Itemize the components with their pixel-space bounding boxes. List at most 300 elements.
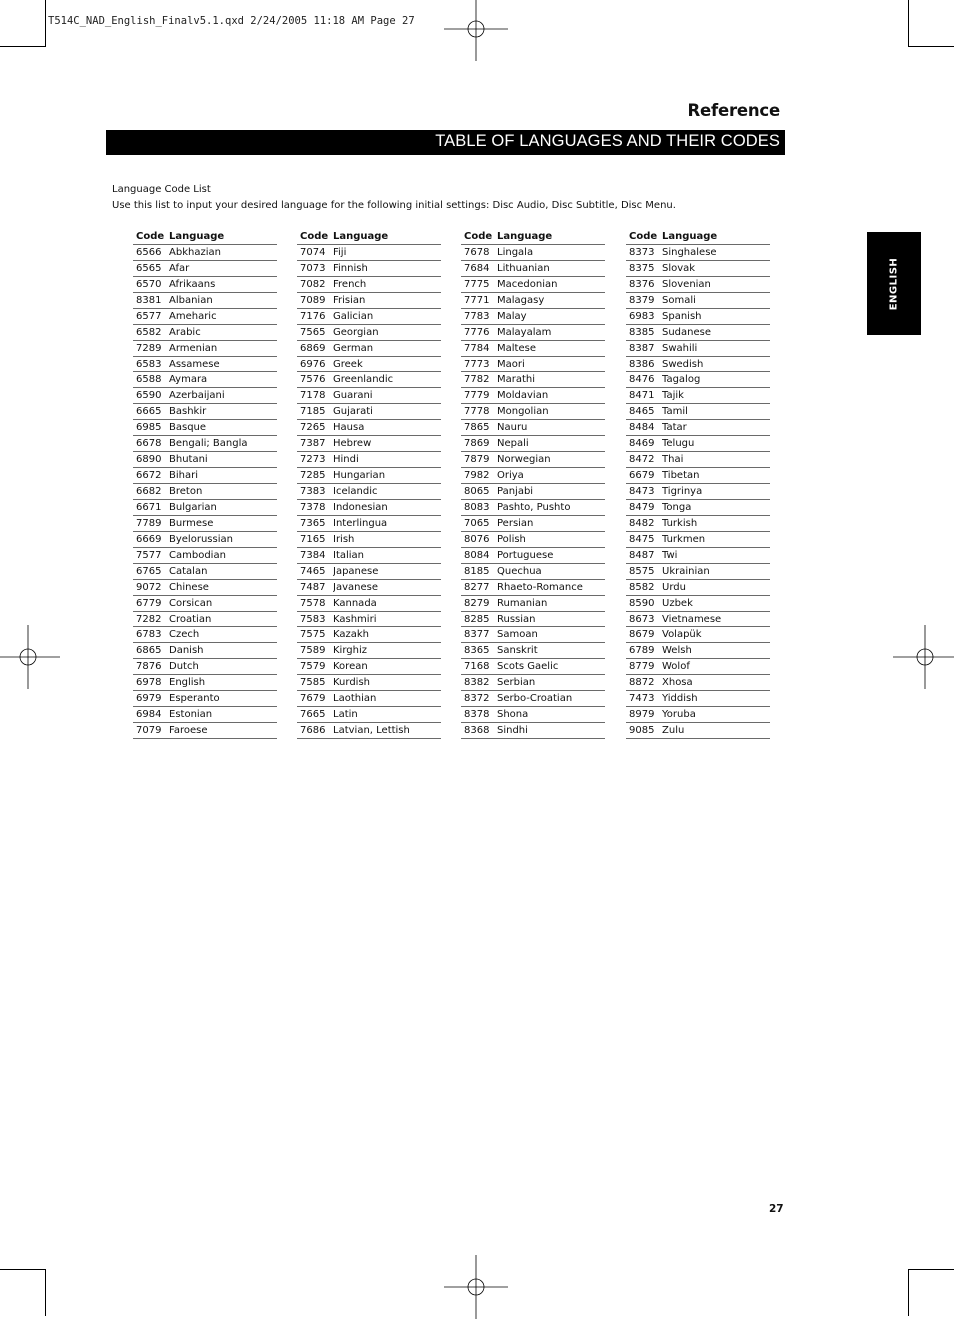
language-code: 8673 (629, 613, 655, 625)
table-row (133, 341, 277, 357)
table-row (626, 564, 770, 580)
language-name: Marathi (497, 374, 536, 386)
language-code: 6682 (136, 486, 162, 497)
table-row (461, 293, 605, 309)
table-row (461, 627, 605, 643)
language-name: Tagalog (662, 374, 701, 386)
language-name: Georgian (333, 326, 379, 338)
table-row (461, 309, 605, 325)
table-row (297, 293, 441, 309)
table-row (461, 532, 605, 548)
language-name: Malayalam (497, 326, 552, 338)
table-row (626, 277, 770, 293)
table-row (133, 643, 277, 659)
table-row (297, 675, 441, 691)
language-name: Hungarian (333, 470, 386, 482)
table-row (461, 659, 605, 675)
language-code: 7678 (464, 246, 490, 258)
language-name: Danish (169, 645, 204, 657)
table-row (626, 245, 770, 261)
language-name: Sanskrit (497, 645, 538, 657)
intro-heading: Language Code List (112, 184, 211, 195)
table-row (297, 341, 441, 357)
language-code: 7285 (300, 470, 326, 482)
language-name: Sindhi (497, 725, 528, 737)
language-name: Vietnamese (662, 613, 722, 625)
language-code: 7783 (464, 310, 490, 322)
language-header: Language (497, 231, 553, 242)
language-name: Serbo-Croatian (497, 693, 573, 705)
language-code: 6979 (136, 693, 162, 705)
language-name: Assamese (169, 358, 220, 370)
language-name: Tibetan (662, 470, 700, 482)
language-code: 8590 (629, 597, 655, 609)
language-name: Malagasy (497, 294, 545, 306)
language-name: Kazakh (333, 629, 370, 641)
language-name: Singhalese (662, 246, 717, 258)
language-code: 8679 (629, 629, 655, 641)
language-name: Persian (497, 517, 534, 529)
language-code: 8475 (629, 533, 655, 545)
language-name: Swedish (662, 358, 704, 370)
language-code: 7168 (464, 661, 490, 673)
language-code: 7185 (300, 406, 326, 418)
table-row (133, 277, 277, 293)
language-name: Italian (333, 549, 365, 561)
language-code: 6582 (136, 326, 162, 338)
table-row (297, 643, 441, 659)
language-header: Language (333, 231, 389, 242)
language-name: Russian (497, 613, 536, 625)
table-row (626, 468, 770, 484)
language-name: Tamil (662, 406, 688, 418)
language-code: 8476 (629, 374, 655, 386)
table-row (133, 564, 277, 580)
language-name: Croatian (169, 613, 212, 625)
language-name: Azerbaijani (169, 390, 225, 402)
language-code: 6978 (136, 677, 162, 689)
table-row (626, 420, 770, 436)
language-code: 8076 (464, 533, 490, 545)
language-code: 7575 (300, 629, 326, 641)
table-row (297, 612, 441, 628)
table-row (461, 580, 605, 596)
language-name: Uzbek (662, 597, 693, 609)
table-row (626, 372, 770, 388)
table-row (297, 548, 441, 564)
table-row (133, 420, 277, 436)
table-row (133, 500, 277, 516)
language-name: Telugu (662, 438, 695, 450)
language-name: Zulu (662, 725, 685, 737)
language-code: 8381 (136, 294, 162, 306)
language-code: 7773 (464, 358, 490, 370)
language-name: Galician (333, 310, 374, 322)
language-code: 8372 (464, 693, 490, 705)
table-row (297, 532, 441, 548)
table-header (133, 229, 277, 245)
table-row (461, 261, 605, 277)
language-code: 7176 (300, 310, 326, 322)
language-code: 7578 (300, 597, 326, 609)
language-code: 8387 (629, 342, 655, 354)
language-code: 8473 (629, 486, 655, 497)
language-name: Malay (497, 310, 527, 322)
table-row (626, 357, 770, 373)
language-name: Oriya (497, 470, 524, 482)
language-code: 8376 (629, 278, 655, 290)
language-code: 6678 (136, 438, 162, 450)
language-code: 7265 (300, 422, 326, 434)
language-code: 8385 (629, 326, 655, 338)
code-header: Code (136, 231, 165, 242)
table-row (461, 357, 605, 373)
table-row (297, 309, 441, 325)
table-row (461, 484, 605, 500)
language-code: 6984 (136, 709, 162, 721)
table-row (133, 675, 277, 691)
language-code: 8582 (629, 581, 655, 593)
table-row (461, 452, 605, 468)
language-code: 7473 (629, 693, 655, 705)
table-row (626, 293, 770, 309)
table-row (133, 723, 277, 739)
table-rows (626, 245, 770, 739)
table-row (133, 627, 277, 643)
table-row (133, 293, 277, 309)
language-name: Tajik (662, 390, 684, 402)
table-row (133, 612, 277, 628)
language-code: 7079 (136, 725, 162, 737)
language-code: 9085 (629, 725, 655, 737)
language-name: Finnish (333, 262, 368, 274)
table-row (461, 420, 605, 436)
language-name: Serbian (497, 677, 536, 689)
table-row (297, 596, 441, 612)
language-code: 7178 (300, 390, 326, 402)
table-row (297, 484, 441, 500)
table-row (297, 420, 441, 436)
language-code: 7589 (300, 645, 326, 657)
language-name: Czech (169, 629, 200, 641)
language-code: 7686 (300, 725, 326, 737)
table-row (133, 516, 277, 532)
language-code: 7576 (300, 374, 326, 386)
language-code: 7073 (300, 262, 326, 274)
table-row (297, 452, 441, 468)
language-code: 7776 (464, 326, 490, 338)
language-code: 8277 (464, 581, 490, 593)
table-row (297, 564, 441, 580)
language-code: 7789 (136, 517, 162, 529)
language-code: 7465 (300, 565, 326, 577)
table-row (626, 691, 770, 707)
language-name: Fiji (333, 246, 347, 258)
language-code: 7879 (464, 454, 490, 466)
language-code: 8375 (629, 262, 655, 274)
language-name: Welsh (662, 645, 692, 657)
table-row (461, 612, 605, 628)
table-row (133, 532, 277, 548)
language-table-column (297, 229, 441, 739)
table-row (133, 325, 277, 341)
language-code: 7585 (300, 677, 326, 689)
language-code: 9072 (136, 581, 162, 593)
language-table-column (461, 229, 605, 739)
language-code: 8379 (629, 294, 655, 306)
table-row (461, 548, 605, 564)
table-row (461, 404, 605, 420)
table-row (461, 372, 605, 388)
language-name: Javanese (333, 581, 378, 593)
language-code: 6671 (136, 501, 162, 513)
language-name: Aymara (169, 374, 208, 386)
table-row (626, 643, 770, 659)
language-name: French (333, 278, 367, 290)
language-name: Lingala (497, 246, 534, 258)
language-code: 7679 (300, 693, 326, 705)
table-row (297, 261, 441, 277)
language-name: Kurdish (333, 677, 371, 689)
table-row (133, 468, 277, 484)
language-name: Hausa (333, 422, 365, 434)
table-row (297, 436, 441, 452)
table-row (626, 341, 770, 357)
language-code: 8469 (629, 438, 655, 450)
language-code: 6869 (300, 342, 326, 354)
language-name: Tigrinya (662, 486, 703, 497)
language-code: 8083 (464, 501, 490, 513)
table-row (626, 596, 770, 612)
page-title: TABLE OF LANGUAGES AND THEIR CODES (435, 132, 780, 150)
language-header: Language (662, 231, 718, 242)
language-code: 6890 (136, 454, 162, 466)
table-row (461, 707, 605, 723)
language-name: Kashmiri (333, 613, 377, 625)
language-name: Catalan (169, 565, 208, 577)
crop-mark (0, 1269, 46, 1270)
language-code: 7565 (300, 326, 326, 338)
language-name: Afrikaans (169, 278, 216, 290)
table-row (626, 659, 770, 675)
crop-mark (908, 0, 909, 47)
crop-mark (45, 0, 46, 47)
language-name: Thai (662, 454, 684, 466)
intro (112, 182, 676, 214)
table-row (133, 404, 277, 420)
table-row (461, 500, 605, 516)
language-code: 7387 (300, 438, 326, 450)
table-row (626, 388, 770, 404)
language-name: Swahili (662, 342, 698, 354)
language-name: Hindi (333, 454, 359, 466)
language-code: 6789 (629, 645, 655, 657)
language-name: Slovak (662, 262, 696, 274)
crop-mark (908, 1269, 909, 1316)
table-header (297, 229, 441, 245)
crop-mark (908, 46, 954, 47)
language-code: 7771 (464, 294, 490, 306)
table-row (297, 516, 441, 532)
language-name: Chinese (169, 581, 209, 593)
language-code: 8487 (629, 549, 655, 561)
language-name: Albanian (169, 294, 213, 306)
table-row (626, 707, 770, 723)
language-name: Yiddish (662, 693, 698, 705)
code-header: Code (300, 231, 329, 242)
language-code: 6983 (629, 310, 655, 322)
language-name: Mongolian (497, 406, 549, 418)
language-name: Korean (333, 661, 368, 673)
table-row (626, 436, 770, 452)
table-row (626, 452, 770, 468)
table-row (461, 723, 605, 739)
language-code: 8377 (464, 629, 490, 641)
language-name: Bhutani (169, 454, 208, 466)
language-name: Wolof (662, 661, 690, 673)
language-name: Afar (169, 262, 190, 274)
language-code: 6588 (136, 374, 162, 386)
language-code: 6779 (136, 597, 162, 609)
language-code: 8382 (464, 677, 490, 689)
table-row (133, 452, 277, 468)
section-title: Reference (687, 101, 780, 120)
table-row (133, 484, 277, 500)
language-name: Kirghiz (333, 645, 367, 657)
language-code: 7782 (464, 374, 490, 386)
table-row (461, 341, 605, 357)
table-row (461, 691, 605, 707)
language-code: 6590 (136, 390, 162, 402)
page-title-bar (106, 130, 785, 155)
language-code: 7869 (464, 438, 490, 450)
table-row (297, 627, 441, 643)
language-code: 7865 (464, 422, 490, 434)
table-row (626, 723, 770, 739)
language-code: 7583 (300, 613, 326, 625)
table-row (461, 468, 605, 484)
table-row (461, 675, 605, 691)
language-name: Interlingua (333, 517, 388, 529)
language-code: 7982 (464, 470, 490, 482)
table-row (626, 325, 770, 341)
table-row (297, 707, 441, 723)
language-name: Shona (497, 709, 529, 721)
language-side-tab (867, 232, 921, 335)
table-row (297, 357, 441, 373)
table-row (297, 372, 441, 388)
table-row (297, 468, 441, 484)
table-row (461, 564, 605, 580)
language-code: 7282 (136, 613, 162, 625)
language-code: 6765 (136, 565, 162, 577)
language-name: Lithuanian (497, 262, 550, 274)
language-code: 6577 (136, 310, 162, 322)
language-name: Spanish (662, 310, 702, 322)
language-code: 7365 (300, 517, 326, 529)
language-name: Sudanese (662, 326, 712, 338)
table-row (461, 245, 605, 261)
language-name: Latin (333, 709, 358, 721)
language-code: 8472 (629, 454, 655, 466)
table-row (297, 277, 441, 293)
language-code: 8779 (629, 661, 655, 673)
language-name: Pashto, Pushto (497, 501, 571, 513)
crop-mark (45, 1269, 46, 1316)
language-name: Japanese (333, 565, 379, 577)
language-name: Burmese (169, 517, 214, 529)
language-code: 8465 (629, 406, 655, 418)
table-rows (297, 245, 441, 739)
table-row (626, 516, 770, 532)
table-row (461, 643, 605, 659)
language-name: Maori (497, 358, 525, 370)
language-name: Ukrainian (662, 565, 710, 577)
language-name: Panjabi (497, 486, 534, 497)
language-name: Greenlandic (333, 374, 394, 386)
language-name: Portuguese (497, 549, 554, 561)
language-code: 7876 (136, 661, 162, 673)
table-row (133, 707, 277, 723)
language-code: 6669 (136, 533, 162, 545)
language-code: 8368 (464, 725, 490, 737)
table-row (626, 309, 770, 325)
table-header (461, 229, 605, 245)
language-code: 7384 (300, 549, 326, 561)
language-name: Byelorussian (169, 533, 233, 545)
registration-mark-icon (893, 625, 954, 689)
language-name: Yoruba (662, 709, 696, 721)
side-tab-label: ENGLISH (888, 257, 900, 310)
table-header (626, 229, 770, 245)
language-code: 7784 (464, 342, 490, 354)
language-name: Rhaeto-Romance (497, 581, 583, 593)
language-name: Corsican (169, 597, 213, 609)
language-name: Twi (662, 549, 678, 561)
language-code: 7684 (464, 262, 490, 274)
language-name: Bulgarian (169, 501, 217, 513)
code-header: Code (464, 231, 493, 242)
language-name: Quechua (497, 565, 542, 577)
language-name: Moldavian (497, 390, 549, 402)
language-name: Arabic (169, 326, 201, 338)
language-code: 8479 (629, 501, 655, 513)
language-name: Nepali (497, 438, 529, 450)
language-code: 8185 (464, 565, 490, 577)
language-code: 7665 (300, 709, 326, 721)
table-row (461, 325, 605, 341)
table-row (133, 659, 277, 675)
language-code: 7775 (464, 278, 490, 290)
language-name: Basque (169, 422, 207, 434)
language-name: Gujarati (333, 406, 373, 418)
language-name: Nauru (497, 422, 528, 434)
intro-text: Use this list to input your desired language for the following initial settings: Disc Audio, Disc Subtitle, Disc Menu. (112, 200, 676, 211)
registration-mark-icon (444, 1255, 508, 1319)
language-name: Somali (662, 294, 696, 306)
language-name: Samoan (497, 629, 538, 641)
table-row (133, 548, 277, 564)
language-code: 6565 (136, 262, 162, 274)
language-name: Indonesian (333, 501, 388, 513)
print-slug: T514C_NAD_English_Finalv5.1.qxd 2/24/2005 11:18 AM Page 27 (48, 15, 415, 27)
language-name: Tatar (662, 422, 687, 434)
table-row (297, 388, 441, 404)
language-name: Faroese (169, 725, 208, 737)
table-row (626, 627, 770, 643)
table-row (297, 404, 441, 420)
table-row (461, 436, 605, 452)
